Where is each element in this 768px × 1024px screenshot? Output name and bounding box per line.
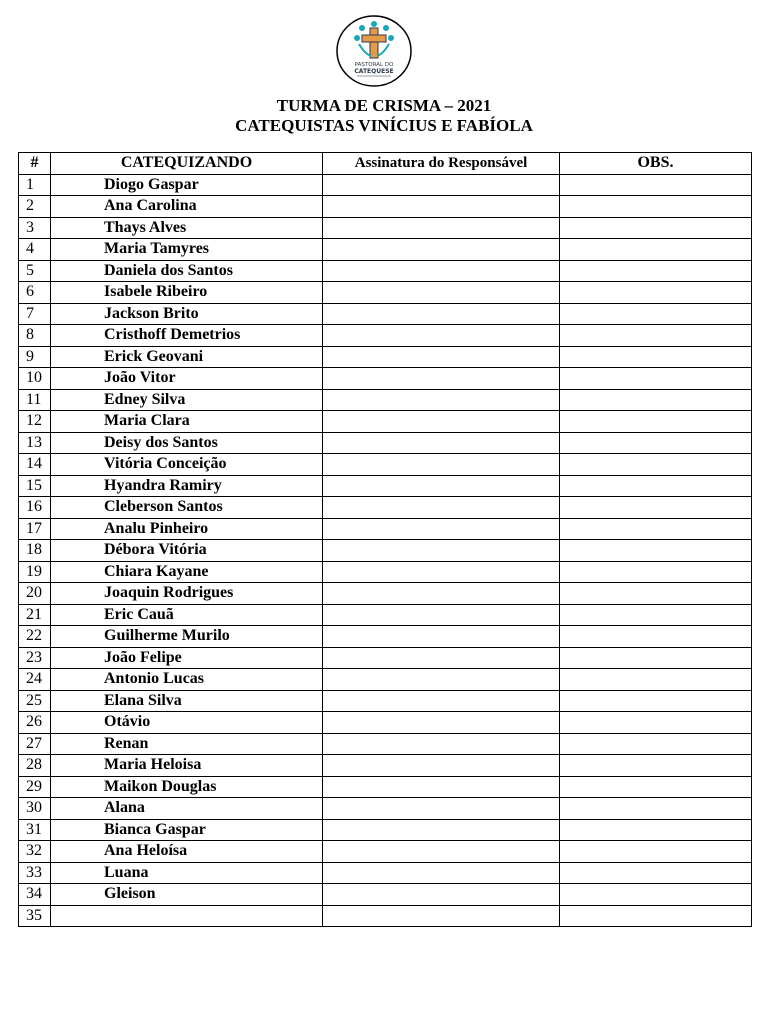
obs-cell xyxy=(560,239,752,261)
column-header-number: # xyxy=(19,153,51,175)
table-row xyxy=(19,819,752,841)
table-row xyxy=(19,712,752,734)
column-header-assinatura: Assinatura do Responsável xyxy=(323,153,560,175)
table-row xyxy=(19,669,752,691)
obs-cell xyxy=(560,647,752,669)
row-number: 30 xyxy=(19,798,51,820)
signature-cell xyxy=(323,583,560,605)
row-number: 10 xyxy=(19,368,51,390)
table-row xyxy=(19,303,752,325)
obs-cell xyxy=(560,626,752,648)
student-name: Gleison xyxy=(51,884,323,906)
table-row xyxy=(19,798,752,820)
student-name: Maria Clara xyxy=(51,411,323,433)
pastoral-logo xyxy=(335,14,413,88)
row-number: 14 xyxy=(19,454,51,476)
table-row xyxy=(19,841,752,863)
signature-cell xyxy=(323,712,560,734)
table-row xyxy=(19,411,752,433)
student-name: Luana xyxy=(51,862,323,884)
student-name: Thays Alves xyxy=(51,217,323,239)
table-row xyxy=(19,217,752,239)
table-row xyxy=(19,755,752,777)
row-number: 8 xyxy=(19,325,51,347)
column-header-catequizando: CATEQUIZANDO xyxy=(51,153,323,175)
row-number: 12 xyxy=(19,411,51,433)
obs-cell xyxy=(560,884,752,906)
row-number: 33 xyxy=(19,862,51,884)
obs-cell xyxy=(560,690,752,712)
signature-cell xyxy=(323,905,560,927)
row-number: 35 xyxy=(19,905,51,927)
student-name: Joaquin Rodrigues xyxy=(51,583,323,605)
obs-cell xyxy=(560,712,752,734)
obs-cell xyxy=(560,819,752,841)
table-row xyxy=(19,583,752,605)
obs-cell xyxy=(560,497,752,519)
student-name: Alana xyxy=(51,798,323,820)
obs-cell xyxy=(560,282,752,304)
obs-cell xyxy=(560,368,752,390)
student-name: Edney Silva xyxy=(51,389,323,411)
obs-cell xyxy=(560,583,752,605)
table-row xyxy=(19,561,752,583)
obs-cell xyxy=(560,862,752,884)
row-number: 1 xyxy=(19,174,51,196)
table-row xyxy=(19,389,752,411)
row-number: 7 xyxy=(19,303,51,325)
signature-cell xyxy=(323,540,560,562)
signature-cell xyxy=(323,497,560,519)
row-number: 34 xyxy=(19,884,51,906)
row-number: 32 xyxy=(19,841,51,863)
student-name: Daniela dos Santos xyxy=(51,260,323,282)
student-name: Analu Pinheiro xyxy=(51,518,323,540)
signature-cell xyxy=(323,669,560,691)
student-name: Renan xyxy=(51,733,323,755)
obs-cell xyxy=(560,518,752,540)
attendance-table xyxy=(18,152,752,927)
obs-cell xyxy=(560,196,752,218)
obs-cell xyxy=(560,217,752,239)
row-number: 19 xyxy=(19,561,51,583)
table-row xyxy=(19,604,752,626)
obs-cell xyxy=(560,303,752,325)
row-number: 21 xyxy=(19,604,51,626)
table-row xyxy=(19,776,752,798)
logo-line1: PASTORAL DO xyxy=(354,62,394,68)
signature-cell xyxy=(323,561,560,583)
student-name: Otávio xyxy=(51,712,323,734)
signature-cell xyxy=(323,776,560,798)
signature-cell xyxy=(323,798,560,820)
table-row xyxy=(19,282,752,304)
table-row xyxy=(19,454,752,476)
row-number: 22 xyxy=(19,626,51,648)
row-number: 16 xyxy=(19,497,51,519)
row-number: 29 xyxy=(19,776,51,798)
signature-cell xyxy=(323,196,560,218)
obs-cell xyxy=(560,733,752,755)
signature-cell xyxy=(323,282,560,304)
obs-cell xyxy=(560,755,752,777)
row-number: 11 xyxy=(19,389,51,411)
obs-cell xyxy=(560,389,752,411)
obs-cell xyxy=(560,841,752,863)
student-name: Guilherme Murilo xyxy=(51,626,323,648)
obs-cell xyxy=(560,432,752,454)
signature-cell xyxy=(323,841,560,863)
signature-cell xyxy=(323,626,560,648)
signature-cell xyxy=(323,239,560,261)
student-name: Bianca Gaspar xyxy=(51,819,323,841)
table-row xyxy=(19,368,752,390)
row-number: 17 xyxy=(19,518,51,540)
student-name: Elana Silva xyxy=(51,690,323,712)
row-number: 23 xyxy=(19,647,51,669)
table-row xyxy=(19,239,752,261)
signature-cell xyxy=(323,755,560,777)
table-row xyxy=(19,518,752,540)
signature-cell xyxy=(323,819,560,841)
signature-cell xyxy=(323,604,560,626)
obs-cell xyxy=(560,776,752,798)
student-name: Isabele Ribeiro xyxy=(51,282,323,304)
obs-cell xyxy=(560,561,752,583)
signature-cell xyxy=(323,432,560,454)
student-name: Cristhoff Demetrios xyxy=(51,325,323,347)
row-number: 20 xyxy=(19,583,51,605)
obs-cell xyxy=(560,454,752,476)
obs-cell xyxy=(560,475,752,497)
signature-cell xyxy=(323,884,560,906)
obs-cell xyxy=(560,905,752,927)
table-row xyxy=(19,260,752,282)
obs-cell xyxy=(560,346,752,368)
signature-cell xyxy=(323,368,560,390)
student-name: Maria Tamyres xyxy=(51,239,323,261)
table-row xyxy=(19,733,752,755)
obs-cell xyxy=(560,411,752,433)
table-row xyxy=(19,905,752,927)
student-name: Ana Carolina xyxy=(51,196,323,218)
student-name: João Felipe xyxy=(51,647,323,669)
signature-cell xyxy=(323,260,560,282)
signature-cell xyxy=(323,389,560,411)
row-number: 24 xyxy=(19,669,51,691)
row-number: 31 xyxy=(19,819,51,841)
table-row xyxy=(19,690,752,712)
row-number: 27 xyxy=(19,733,51,755)
row-number: 9 xyxy=(19,346,51,368)
student-name: Eric Cauã xyxy=(51,604,323,626)
table-row xyxy=(19,884,752,906)
signature-cell xyxy=(323,475,560,497)
student-name: Vitória Conceição xyxy=(51,454,323,476)
student-name: Jackson Brito xyxy=(51,303,323,325)
student-name: Ana Heloísa xyxy=(51,841,323,863)
document-title: TURMA DE CRISMA – 2021 xyxy=(276,96,492,115)
student-name: Antonio Lucas xyxy=(51,669,323,691)
table-row xyxy=(19,432,752,454)
table-row xyxy=(19,497,752,519)
signature-cell xyxy=(323,647,560,669)
row-number: 2 xyxy=(19,196,51,218)
signature-cell xyxy=(323,862,560,884)
row-number: 4 xyxy=(19,239,51,261)
student-name: Deisy dos Santos xyxy=(51,432,323,454)
row-number: 5 xyxy=(19,260,51,282)
signature-cell xyxy=(323,518,560,540)
signature-cell xyxy=(323,217,560,239)
logo-line2: CATEQUESE xyxy=(354,68,394,75)
obs-cell xyxy=(560,325,752,347)
table-row xyxy=(19,325,752,347)
student-name: Erick Geovani xyxy=(51,346,323,368)
signature-cell xyxy=(323,174,560,196)
signature-cell xyxy=(323,733,560,755)
column-header-obs: OBS. xyxy=(560,153,752,175)
signature-cell xyxy=(323,454,560,476)
row-number: 15 xyxy=(19,475,51,497)
row-number: 28 xyxy=(19,755,51,777)
signature-cell xyxy=(323,325,560,347)
table-row xyxy=(19,346,752,368)
obs-cell xyxy=(560,798,752,820)
student-name: Hyandra Ramiry xyxy=(51,475,323,497)
table-row xyxy=(19,862,752,884)
row-number: 18 xyxy=(19,540,51,562)
student-name: Maikon Douglas xyxy=(51,776,323,798)
row-number: 25 xyxy=(19,690,51,712)
student-name: Débora Vitória xyxy=(51,540,323,562)
table-row xyxy=(19,174,752,196)
obs-cell xyxy=(560,604,752,626)
cross-emblem-icon xyxy=(335,14,413,88)
signature-cell xyxy=(323,346,560,368)
student-name: Chiara Kayane xyxy=(51,561,323,583)
table-header-row xyxy=(19,153,752,175)
table-row xyxy=(19,647,752,669)
row-number: 26 xyxy=(19,712,51,734)
table-row xyxy=(19,540,752,562)
signature-cell xyxy=(323,303,560,325)
student-name: Maria Heloisa xyxy=(51,755,323,777)
signature-cell xyxy=(323,690,560,712)
document-subtitle: CATEQUISTAS VINÍCIUS E FABÍOLA xyxy=(235,116,533,135)
student-name xyxy=(51,905,323,927)
student-name: Diogo Gaspar xyxy=(51,174,323,196)
obs-cell xyxy=(560,669,752,691)
table-row xyxy=(19,626,752,648)
row-number: 3 xyxy=(19,217,51,239)
student-name: Cleberson Santos xyxy=(51,497,323,519)
table-row xyxy=(19,196,752,218)
obs-cell xyxy=(560,260,752,282)
table-row xyxy=(19,475,752,497)
student-name: João Vitor xyxy=(51,368,323,390)
row-number: 13 xyxy=(19,432,51,454)
obs-cell xyxy=(560,174,752,196)
signature-cell xyxy=(323,411,560,433)
row-number: 6 xyxy=(19,282,51,304)
obs-cell xyxy=(560,540,752,562)
